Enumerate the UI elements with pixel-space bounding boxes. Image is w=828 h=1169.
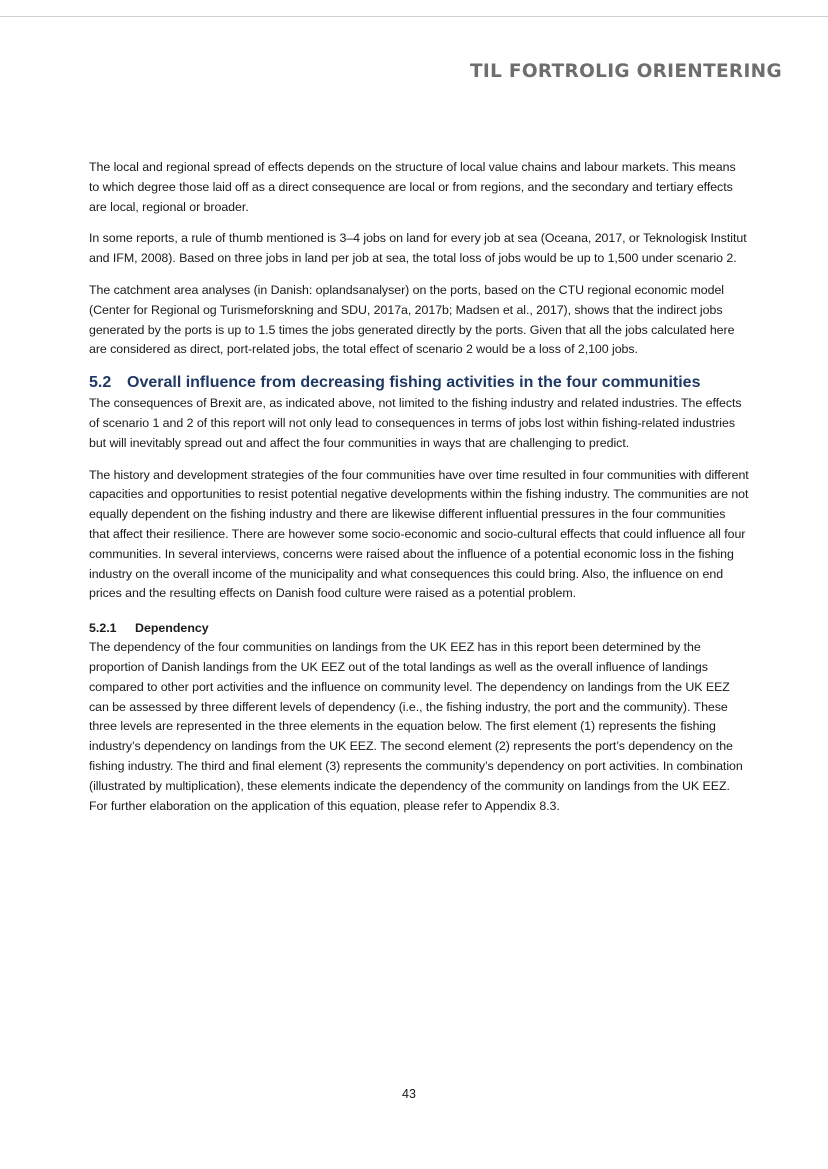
body-paragraph: The dependency of the four communities on landings from the UK EEZ has in this report been determined by the proportion of Danish landings from the UK EEZ out of the total landings as well as the overall influence of landings compared to other port activities and the influence on community level. The dependency on landings from the UK EEZ can be assessed by three different levels of dependency (i.e., the fishing industry, the port and the community). These three levels are represented in the three elements in the equation below. The first element (1) represents the fishing industry’s dependency on landings from the UK EEZ. The second element (2) represents the port’s dependency on the fishing industry. The third and final element (3) represents the community’s dependency on port activities. In combination (illustrated by multiplication), these elements indicate the dependency of the community on landings from the UK EEZ. For further elaboration on the application of this equation, please refer to Appendix 8.3. xyxy=(89,640,743,813)
body-paragraph: The catchment area analyses (in Danish: oplandsanalyser) on the ports, based on the CTU regional economic model (Center for Regional og Turismeforskning and SDU, 2017a, 2017b; Madsen et al., 2017), shows that the indirect jobs generated by the ports is up to 1.5 times the jobs generated directly by the ports. Given that all the jobs calculated here are considered as direct, port-related jobs, the total effect of scenario 2 would be a loss of 2,100 jobs. xyxy=(89,282,735,357)
section-title: Overall influence from decreasing fishing activities in the four communities xyxy=(127,374,701,392)
top-rule xyxy=(0,16,828,17)
body-paragraph: The history and development strategies of the four communities have over time resulted in four communities with different capacities and opportunities to resist potential negative developments within the fishing industry. The communities are not equally dependent on the fishing industry and there are likewise different influential pressures in the four communities that affect their resilience. There are however some socio-economic and socio-cultural effects that could influence all four communities. In several interviews, concerns were raised about the influence of a potential economic loss in the fishing industry on the overall income of the municipality and what consequences this could bring. Also, the influence on end prices and the resulting effects on Danish food culture were raised as a potential problem. xyxy=(89,467,749,601)
document-body xyxy=(89,158,749,828)
subsection-heading xyxy=(89,618,749,638)
classification-stamp: TIL FORTROLIG ORIENTERING xyxy=(470,61,782,82)
body-paragraph: In some reports, a rule of thumb mentioned is 3–4 jobs on land for every job at sea (Oceana, 2017, or Teknologisk Institut and IFM, 2008). Based on three jobs in land per job at sea, the total loss of jobs would be up to 1,500 under scenario 2. xyxy=(89,231,747,266)
subsection-number: 5.2.1 xyxy=(89,621,117,636)
page-number: 43 xyxy=(402,1087,416,1101)
section-heading xyxy=(89,372,749,394)
subsection-title: Dependency xyxy=(135,621,209,636)
section-number: 5.2 xyxy=(89,374,112,392)
body-paragraph: The consequences of Brexit are, as indicated above, not limited to the fishing industry and related industries. The effects of scenario 1 and 2 of this report will not only lead to consequences in terms of jobs lost within fishing-related industries but will inevitably spread out and affect the four communities in ways that are challenging to predict. xyxy=(89,396,742,450)
body-paragraph: The local and regional spread of effects depends on the structure of local value chains and labour markets. This means to which degree those laid off as a direct consequence are local or from regions, and the secondary and tertiary effects are local, regional or broader. xyxy=(89,160,736,214)
